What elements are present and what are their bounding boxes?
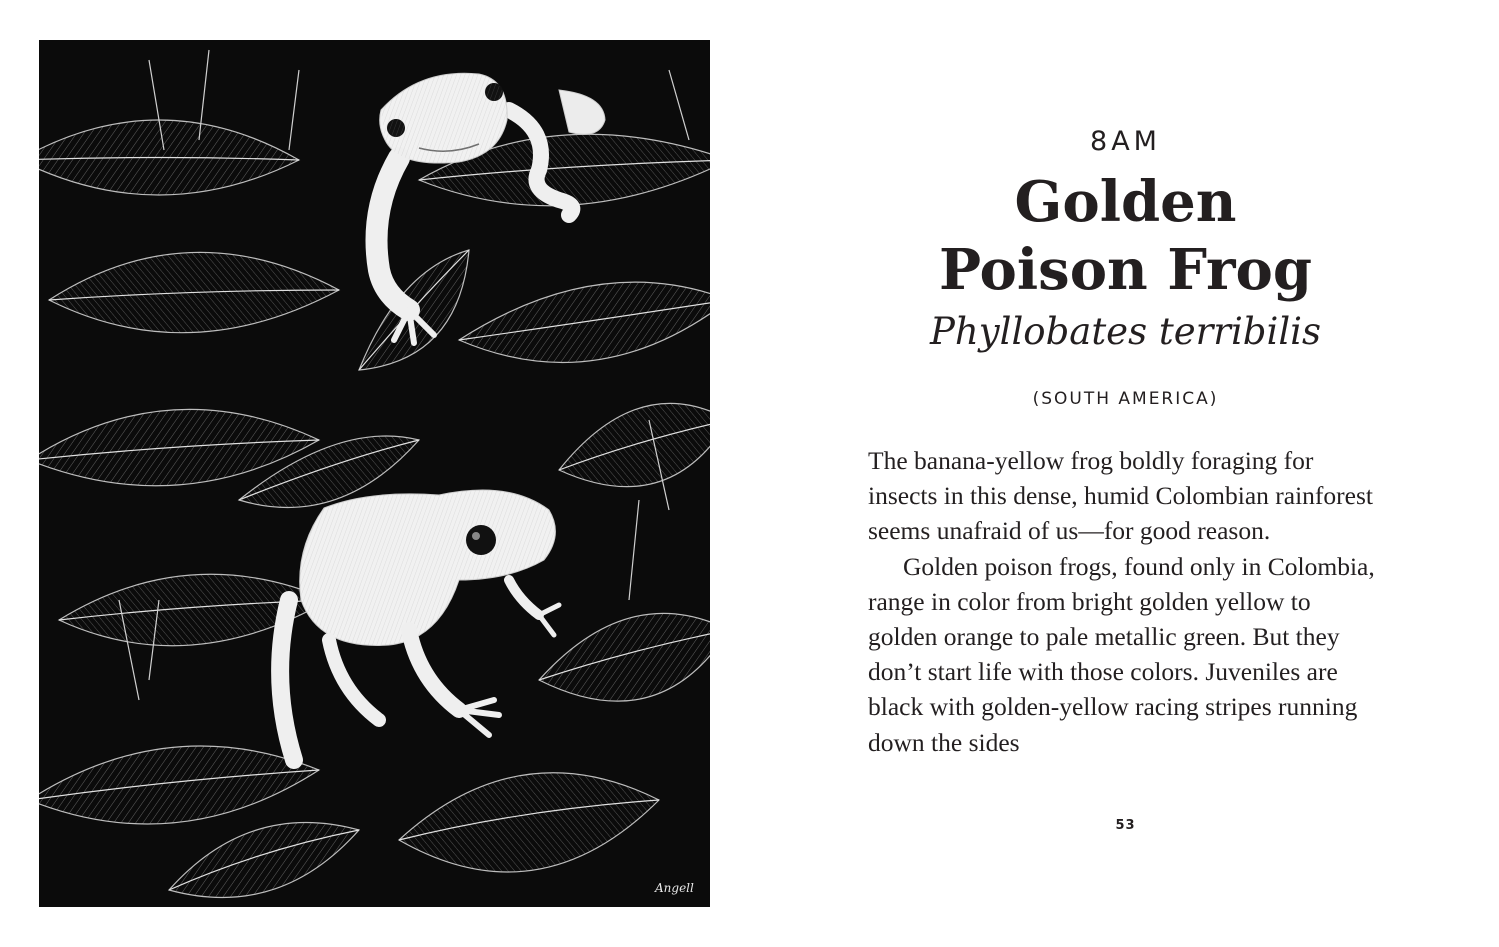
common-name-line-1: Golden: [1014, 169, 1237, 235]
time-heading: 8AM: [1090, 126, 1161, 157]
artist-signature: Angell: [655, 881, 694, 895]
paragraph-2: Golden poison frogs, found only in Colombia, range in color from bright golden yellow to golden orange to pale metallic green. But they don’t start life with those colors. Juveniles are black with golden-yellow racing stripes running down the sides: [868, 551, 1375, 757]
species-scientific-name: Phyllobates terribilis: [930, 310, 1321, 353]
body-text: [868, 443, 1383, 760]
frog-illustration: [39, 40, 710, 907]
region-label: (SOUTH AMERICA): [1032, 389, 1219, 409]
common-name-line-2: Poison Frog: [938, 237, 1313, 303]
text-page: [868, 0, 1383, 947]
species-common-name: [868, 168, 1383, 304]
page-number: 53: [1115, 818, 1136, 833]
scratchboard-artwork: [39, 40, 710, 907]
paragraph-1: The banana-yellow frog boldly foraging for insects in this dense, humid Colombian rainforest seems unafraid of us—for good reason.: [868, 446, 1373, 546]
